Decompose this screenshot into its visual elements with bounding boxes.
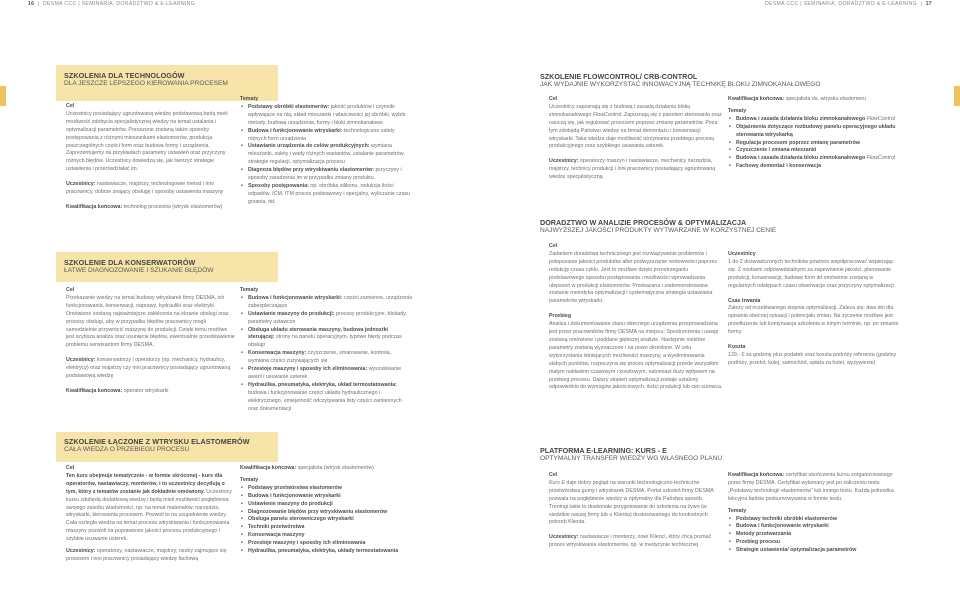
s6-tematy-label: Tematy bbox=[728, 507, 747, 514]
s4-left-column bbox=[549, 96, 723, 182]
list-item: • Podstawy obróbki elastomerów: jakość produktów i czynniki wpływające na nią, skład mieszanki i właściwości jej obróbki, wybór metody, budowa urządzenia, formy i bloki zimnokanałowe bbox=[240, 104, 412, 128]
s5-left-column bbox=[549, 243, 723, 392]
s6-kwalifikacja: Kwalifikacja końcowa: certyfikat ukończenia kursu zorganizowanego przez firmę DESMA. Certyfikat wykonany jest po zaliczeniu testu „Podstawy technologii elastomerów“ lub innego testu. Każda jednostka lekcyjna będzie podsumowywana w formie testu. bbox=[728, 472, 894, 502]
s1-uczestnicy: Uczestnicy: nastawiacze, majstrzy, technologowie metod i inni pracownicy, dobrze znający obsługę i sposoby ustawienia maszyny bbox=[66, 181, 224, 196]
s6-subtitle: OPTYMALNY TRANSFER WIEDZY WG WŁASNEGO PLANU bbox=[540, 455, 723, 462]
list-item: • Hydraulika, pneumatyka, elektryka, układ termostatowania: budowa i funkcjonowanie części układu hydraulicznego i elektrycznego, umiejętność odczytywania listy części zamiennych oraz dokumentacji bbox=[240, 382, 412, 414]
right-edge-tab bbox=[954, 86, 960, 106]
s5-cel-text: Zadaniem doradztwa technicznego jest rozwiązywanie problemów i polepszanie jakości produktów albo podwyższanie rentowności poprzez redukcję czasu cyklu. Jest to możliwe dzięki przestrzeganiu podstawowego sposobu postępowania i możliwości wprowadzania ulepszeń w produkcji elastomerów. Przekazana i zademonstrowana zostanie metodyka optymalizacji i systematyczna strategia ustawiania parametrów wtryskarki. bbox=[549, 250, 718, 305]
s5-uczestnicy-text: 1 do 2 doświadczonych techników powinno współpracować wspierając się. Z osobami odpowiedzialnymi za zapewnienie jakości, planowanie produkcji, konserwację, budowę form itd omówione zostaną w regularnych odstępach czasu obserwacje oraz przyczyny optymalizacji bbox=[728, 258, 894, 289]
list-item: • Diagnoza błędów przy wtryskiwaniu elastomerów: przyczyny i sposoby zaradzenia im w przypadku zmiany produktu bbox=[240, 167, 412, 183]
list-item: • Budowa i funkcjonowanie wtryskarki bbox=[728, 523, 900, 531]
s3-subtitle: CAŁA WIEDZA O PRZEBIEGU PROCESU bbox=[64, 446, 190, 453]
list-item: • Fachowy demontaż i konserwacja bbox=[728, 163, 900, 171]
s1-right-column bbox=[240, 96, 412, 207]
s2-tematy-label: Tematy bbox=[240, 287, 259, 293]
s5-przebieg-text: Analiza i dokumentowanie stanu obecnego urządzenia przeprowadzana jest przez pracowników firmy DESMA na miejscu. Spostrzeżenia i uwagi zostaną omówione i poddane głębszej analizie. Następnie niektóre parametry zostaną wyznaczone i na nowo określone. W celu wykorzystania istniejących możliwości maszyny, a wyeliminowania słabych punktów, rozpoczyna się proces optymalizacji przede wszystkim małym nakładem czasowym i kosztowym, natomiast duży wpływem na przebieg procesu. Dalszy stopień optymalizacji zostaje ustalony odpowiednio do wymogów jakościowych, ilości produkcji lub cen surowca. bbox=[549, 321, 723, 391]
s2-topics-list bbox=[240, 295, 412, 414]
list-item: • Metody przetwarzania bbox=[728, 531, 900, 539]
list-item: • Objaśnienia dotyczące rozbudowy panelu operacyjnego układu sterowania wtryskarką bbox=[728, 124, 900, 140]
s3-tematy-label: Tematy bbox=[240, 476, 259, 483]
left-header-text: DESMA CCC | SEMINARIA, DORADZTWO & E-LEARNING bbox=[43, 1, 196, 7]
s2-right-column bbox=[240, 287, 412, 414]
s5-koszta-text: 129,- € za godzinę plus podatek oraz koszta podróży referenta (godziny podróży, przelot, kolej, samochód, opłata za hotel, wyżywienie) bbox=[728, 351, 897, 366]
s4-uczestnicy: Uczestnicy: operatorzy maszyn i nastawiacze, mechanicy narzędzia, majstrzy, technicy produkcji i inni pracownicy posiadający ugruntowaną wiedzę specjalistyczną bbox=[549, 158, 716, 181]
s4-subtitle: JAK WYDAJNIE WYKORZYSTAĆ INNOWACYJNĄ TECHNIKĘ BLOKU ZIMNOKANAŁOWEGO bbox=[540, 81, 821, 88]
list-item: • Przestoje maszyny i sposoby ich eliminowania bbox=[240, 540, 412, 548]
list-item: • Budowa i zasada działania bloku zimnokanałowego FlowControl bbox=[728, 116, 900, 124]
s4-cel-text: Uczestnicy zapoznają się z budową i zasadą działania bloku zimnokanałowego FlowControl. Zapoznają się z panelem sterowania oraz nauczą się, jak regulować procesem poprzez zmianę parametrów. Poza tym zdobędą Państwo wiedzę na temat demontażu i konserwacji wtryskarki. Taka wiedza daje możliwość utrzymania przebiegu procesu produkcyjnego oraz szybkiego usuwania usterek. bbox=[549, 103, 722, 150]
s3-topics-list bbox=[240, 485, 412, 556]
s3-cel-label: Cel bbox=[66, 465, 75, 471]
s5-cel-label: Cel bbox=[549, 243, 558, 249]
s1-left-column bbox=[66, 103, 236, 212]
list-item: • Regulacja procesem poprzez zmianę parametrów bbox=[728, 140, 900, 148]
s3-title: SZKOLENIE ŁĄCZONE Z WTRYSKU ELASTOMERÓW bbox=[64, 437, 250, 446]
list-item: • Czyszczenie / zmiana mieszanki bbox=[728, 147, 900, 155]
s4-title-block bbox=[540, 72, 920, 90]
list-item: • Podstawy techniki obróbki elastomerów bbox=[728, 516, 900, 524]
s1-topics-list bbox=[240, 104, 412, 207]
s1-title: SZKOLENIA DLA TECHNOLOGÓW bbox=[64, 71, 185, 80]
s4-title: SZKOLENIE FLOWCONTROL/ CRB-CONTROL bbox=[540, 72, 698, 81]
s3-right-column bbox=[240, 465, 412, 556]
list-item: • Hydraulika, pneumatyka, elektryka, układy termostatowania bbox=[240, 548, 412, 556]
list-item: • Podstawy przetwórstwa elastomerów bbox=[240, 485, 412, 493]
s3-cel-text: Ten kurs obejmuje tematycznie - w formie skróconej - kurs dla operatorów, nastawiaczy, monterów, i to uczestnicy decydują o tym, który z tematów zostanie jak dokładnie omówiony. Uczestnicy kursu zdobędą dodatkową wiedzę i będą mieli możliwość pogłębienia swojego zasobu wiadomości, np. na temat materiałów, narzędzia, wtryskarki, kierowania procesem. Pozwoli to na uzupełnienie wiedzy. Cała rozległa wiedza na temat procesu wtryskiwania i funkcjonowania maszyny pozwoli na poprawienie jakości procesu produkcyjnego i szybkie usuwanie usterek. bbox=[66, 472, 232, 543]
list-item: • Przebieg procesu bbox=[728, 539, 900, 547]
s1-tematy-label: Tematy bbox=[240, 96, 259, 102]
list-item: • Budowa i funkcjonowanie wtryskarki: technologiczne zalety różnych form urządzenia bbox=[240, 128, 412, 144]
left-page-number: 16 bbox=[28, 1, 35, 7]
s2-subtitle: ŁATWE DIAGNOZOWANIE I SZUKANIE BŁĘDÓW bbox=[64, 267, 214, 274]
s2-left-column bbox=[66, 287, 236, 396]
s3-left-column bbox=[66, 465, 236, 564]
list-item: • Konserwacja maszyny bbox=[240, 532, 412, 540]
s1-cel-label: Cel bbox=[66, 103, 75, 109]
list-item: • Ustawianie maszyny do produkcji: procesy produkcyjne, blokady, parametry ustawcze bbox=[240, 311, 412, 327]
list-item: • Obsługa panelu sterowniczego wtryskarki bbox=[240, 516, 412, 524]
s3-kwalifikacja: Kwalifikacja końcowa: specjalista (wtrysk elastomerów) bbox=[240, 465, 374, 471]
right-running-header: DESMA CCC | SEMINARIA, DORADZTWO & E-LEARNING | 17 bbox=[764, 1, 932, 7]
s5-uczestnicy-label: Uczestnicy bbox=[728, 251, 756, 257]
s2-uczestnicy: Uczestnicy: konserwatorzy i operatorzy (np. mechanicy, hydraulicy, elektrycy) oraz majstrzy czy inni pracownicy posiadający ugruntowaną podstawową wiedzę bbox=[66, 357, 231, 380]
right-page-number: 17 bbox=[925, 1, 932, 7]
s3-title-band bbox=[56, 432, 278, 462]
s5-czas-label: Czas trwania bbox=[728, 297, 761, 304]
list-item: • Budowa i funkcjonowanie wtryskarki: części zamienne, urządzenia zabezpieczające bbox=[240, 295, 412, 311]
s6-title: PLATFORMA E-LEARNING: KURS - E bbox=[540, 446, 667, 455]
s5-czas-text: Zależy od oczekiwanego stopnia optymalizacji. Zaleca się: dwa dni dla opisania obecnej sytuacji i potencjału zmian. Na życzenie możliwe jest przedłużenie lub kontynuacja szkolenia w innym terminie, np. po zmianie formy. bbox=[728, 305, 899, 336]
right-header-text: DESMA CCC | SEMINARIA, DORADZTWO & E-LEARNING bbox=[764, 1, 917, 7]
s3-uczestnicy: Uczestnicy: operatorzy, nastawiacze, majstrzy, osoby zajmujące się procesem i inni pracownicy posiadający wiedzę fachową bbox=[66, 548, 227, 562]
list-item: • Ustawienie maszyny do produkcji bbox=[240, 501, 412, 509]
s6-topics-list bbox=[728, 516, 900, 556]
list-item: • Obsługa układu sterowania maszyny, budowa jednostki sterującej: strony na panelu operacyjnym, typowe błędy podczas obsługi bbox=[240, 327, 412, 351]
list-item: • Budowa i zasada działania bloku zimnokanałowego FlowControl bbox=[728, 155, 900, 163]
list-item: • Diagnozowanie błędów przy wtryskiwaniu elastomerów bbox=[240, 509, 412, 517]
s2-cel-text: Przekazanie wiedzy na temat budowy wtryskarek firmy DESMA, ich funkcjonowania, konserwacji, naprawy, hydrauliki oraz elektryki. Omówione zostaną najważniejsze zakłócenia na ekranie obsługi oraz procesy obsługi, aby w przypadku błędów pracownicy mogli samodzielnie przywrócić maszynę do produkcji. Dzięki temu możliwe jest szybsza analiza oraz usunięcie błędów, ewentualnie przedstawienie problemu serwisantom firmy DESMA. bbox=[66, 294, 235, 349]
list-item: • Strategie ustawienia/ optymalizacja parametrów bbox=[728, 547, 900, 555]
s4-kwalifikacja: Kwalifikacja końcowa: specjalista ds. wtrysku elastomeru bbox=[728, 96, 867, 102]
list-item: • Techniki przetwórstwa bbox=[240, 524, 412, 532]
s1-cel-text: Uczestnicy posiadający ugruntowaną wiedzę podstawową będą mieli możliwość zdobycia specjalistycznej wiedzy na temat ustalania i optymalizacji parametrów. Poruszone zostaną także sposoby postępowania z różnymi mieszankami elastomerów, produkcja poszczególnych części form oraz budowa formy i urządzenia. Zaprezentujemy na przykładach parametry ustawień oraz przyczyny różnych błędów. Uczestnicy dowiedzą się, jak tworzyć strategie ustawienia i przeciwdziałać im. bbox=[66, 110, 228, 173]
s6-right-column bbox=[728, 472, 900, 555]
s5-subtitle: NAJWYŻSZEJ JAKOŚCI PRODUKTY WYTWARZANE W KORZYSTNEJ CENIE bbox=[540, 227, 777, 234]
s1-kwalifikacja: Kwalifikacja końcowa: technolog procesów (wtrysk elastomerów) bbox=[66, 203, 223, 210]
s2-kwalifikacja: Kwalifikacja końcowa: operator wtryskarki bbox=[66, 387, 169, 394]
s2-cel-label: Cel bbox=[66, 287, 75, 293]
s6-title-block bbox=[540, 446, 920, 464]
left-running-header: 16 | DESMA CCC | SEMINARIA, DORADZTWO & E-LEARNING bbox=[28, 1, 196, 7]
s1-subtitle: DLA JESZCZE LEPSZEGO KIEROWANIA PROCESEM bbox=[64, 80, 228, 87]
s6-cel-text: Kurs E daje dobry pogląd na warunki technologiczno-techniczne przetwórstwa gumy i wtryskarek DESMA. Portal szkoleń firmy DESMA pozwala na pogłębienie wiedzy w optymalny dla Państwa sposób. Treningi takie to doskonałe przygotowanie do szkolenia na żywo (w siedzibie naszej firmy lub u Klienta) dostosowanego do konkretnych potrzeb Klienta. bbox=[549, 479, 714, 526]
s6-cel-label: Cel bbox=[549, 472, 558, 478]
s4-topics-list bbox=[728, 116, 900, 171]
list-item: • Sposoby postępowania: np. obróbka silikonu, redukcja ilości odpadów, ICM, ITM proces podstawowy i specjalny, wyliczanie czasu grzania, itd. bbox=[240, 183, 412, 207]
s4-tematy-label: Tematy bbox=[728, 107, 747, 114]
list-item: • Konserwacja maszyny: czyszczenie, smarowanie, kontrola, wymiana części zużywających się bbox=[240, 350, 412, 366]
s5-title-block bbox=[540, 218, 920, 236]
s5-koszta-label: Koszta bbox=[728, 344, 746, 351]
s5-title: DORADZTWO W ANALIZIE PROCESÓW & OPTYMALIZACJA bbox=[540, 218, 747, 227]
list-item: • Przestoje maszyny i sposoby ich eliminowania: wyszukiwanie awarii i usuwanie usterek bbox=[240, 366, 412, 382]
s2-title: SZKOLENIE DLA KONSERWATORÓW bbox=[64, 258, 196, 267]
s4-right-column bbox=[728, 96, 900, 171]
s6-uczestnicy: Uczestnicy: nastawiacze i monterzy, nowi Klienci, który chcą poznać proces wtryskiwania elastomerów, np. w medycynie technicznej bbox=[549, 534, 712, 549]
s2-title-band bbox=[56, 252, 278, 282]
s5-right-column bbox=[728, 251, 900, 368]
s6-left-column bbox=[549, 472, 723, 550]
list-item: • Ustawianie urządzenia do celów produkcyjnych: wymiana mieszanki, zalety i wady różnych wariantów, ustalanie parametrów, strategie regulacji, optymalizacja procesu bbox=[240, 143, 412, 167]
s4-cel-label: Cel bbox=[549, 96, 558, 102]
s5-przebieg-label: Przebieg bbox=[549, 313, 572, 320]
left-edge-tab bbox=[0, 86, 6, 106]
list-item: • Budowa i funkcjonowanie wtryskarki bbox=[240, 493, 412, 501]
